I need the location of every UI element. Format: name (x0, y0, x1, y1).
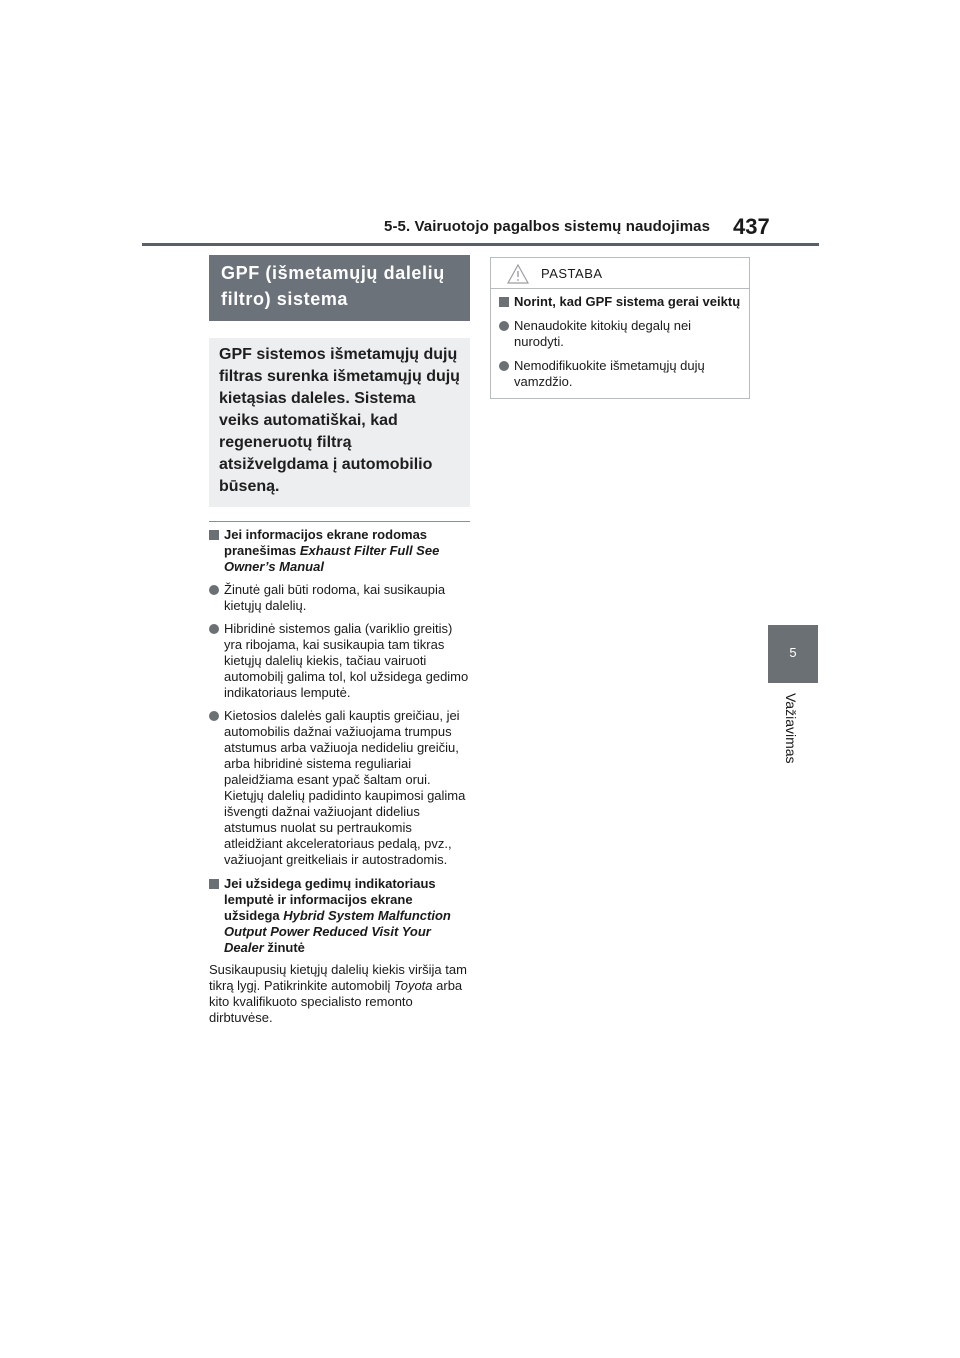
subheading-message: Hybrid System Malfunction Output Power Reduced Visit Your Dealer (224, 908, 451, 955)
circle-bullet-icon (499, 321, 509, 331)
list-item (209, 708, 470, 868)
divider (209, 521, 470, 522)
paragraph (209, 962, 470, 1026)
circle-bullet-icon (209, 585, 219, 595)
note-subheading-text: Norint, kad GPF sistema gerai veiktų (514, 294, 741, 309)
list-item-text: Hibridinė sistemos galia (variklio greitis) yra ribojama, kai susikaupia tam tikras kietųjų dalelių kiekis, tačiau vairuoti automobilį galima tol, kol užsidega gedimo indikatoriaus lemputė. (224, 621, 469, 700)
subheading-exhaust-filter (209, 527, 470, 575)
subheading-text: Jei informacijos ekrane rodomas pranešimas (224, 527, 428, 558)
paragraph-text: Susikaupusių kietųjų dalelių kiekis viršija tam tikrą lygį. Patikrinkite automobilį (209, 962, 467, 993)
note-body (491, 289, 749, 398)
subheading-malfunction (209, 876, 470, 956)
warning-icon (507, 264, 529, 284)
intro-box: GPF sistemos išmetamųjų dujų filtras surenka išmetamųjų dujų kietąsias daleles. Sistema veiks automatiškai, kad regeneruotų filtrą atsižvelgdama į automobilio būseną. (209, 338, 470, 507)
list-item (209, 582, 470, 614)
left-column (209, 255, 470, 1026)
subheading-message: Exhaust Filter Full See Owner’s Manual (224, 543, 440, 574)
chapter-tab: 5 (768, 625, 818, 683)
list-item-text: Nenaudokite kitokių degalų nei nurodyti. (514, 318, 692, 349)
square-bullet-icon (209, 879, 219, 889)
note-title: PASTABA (541, 266, 603, 281)
subheading-suffix: žinutė (263, 940, 305, 955)
subheading-text: Jei užsidega gedimų indikatoriaus lemputė ir informacijos ekrane užsidega (224, 876, 436, 923)
circle-bullet-icon (209, 624, 219, 634)
page-number: 437 (733, 214, 770, 239)
note-header (491, 258, 749, 289)
note-box (490, 257, 750, 399)
square-bullet-icon (499, 297, 509, 307)
note-subheading (499, 294, 741, 310)
brand-name: Toyota (393, 978, 433, 993)
square-bullet-icon (209, 530, 219, 540)
paragraph-suffix: arba kito kvalifikuoto specialisto remonto dirbtuvėse. (209, 978, 463, 1025)
list-item (499, 318, 741, 350)
list-item (209, 621, 470, 701)
section-title: GPF (išmetamųjų dalelių filtro) sistema (209, 255, 470, 321)
list-item-text: Nemodifikuokite išmetamųjų dujų vamzdžio. (514, 358, 705, 389)
header-rule (142, 243, 819, 246)
chapter-label: Važiavimas (783, 693, 799, 764)
running-header-title: 5-5. Vairuotojo pagalbos sistemų naudojimas (384, 218, 711, 235)
list-item-text: Kietosios dalelės gali kauptis greičiau, jei automobilis dažnai važiuojama trumpus atstumus arba važiuoja nedideliu greičiu, arba hibridinė sistema reguliariai paleidžiama esant ypač šaltam orui. Kietųjų dalelių padidinto kaupimosi galima išvengti dažnai važiuojant didelius atstumus nuolat su pertraukomis atleidžiant akceleratoriaus pedalą, pvz., važiuojant greitkeliais ir autostradomis. (224, 708, 466, 867)
list-item (499, 358, 741, 390)
list-item-text: Žinutė gali būti rodoma, kai susikaupia kietųjų dalelių. (224, 582, 446, 613)
circle-bullet-icon (499, 361, 509, 371)
circle-bullet-icon (209, 711, 219, 721)
